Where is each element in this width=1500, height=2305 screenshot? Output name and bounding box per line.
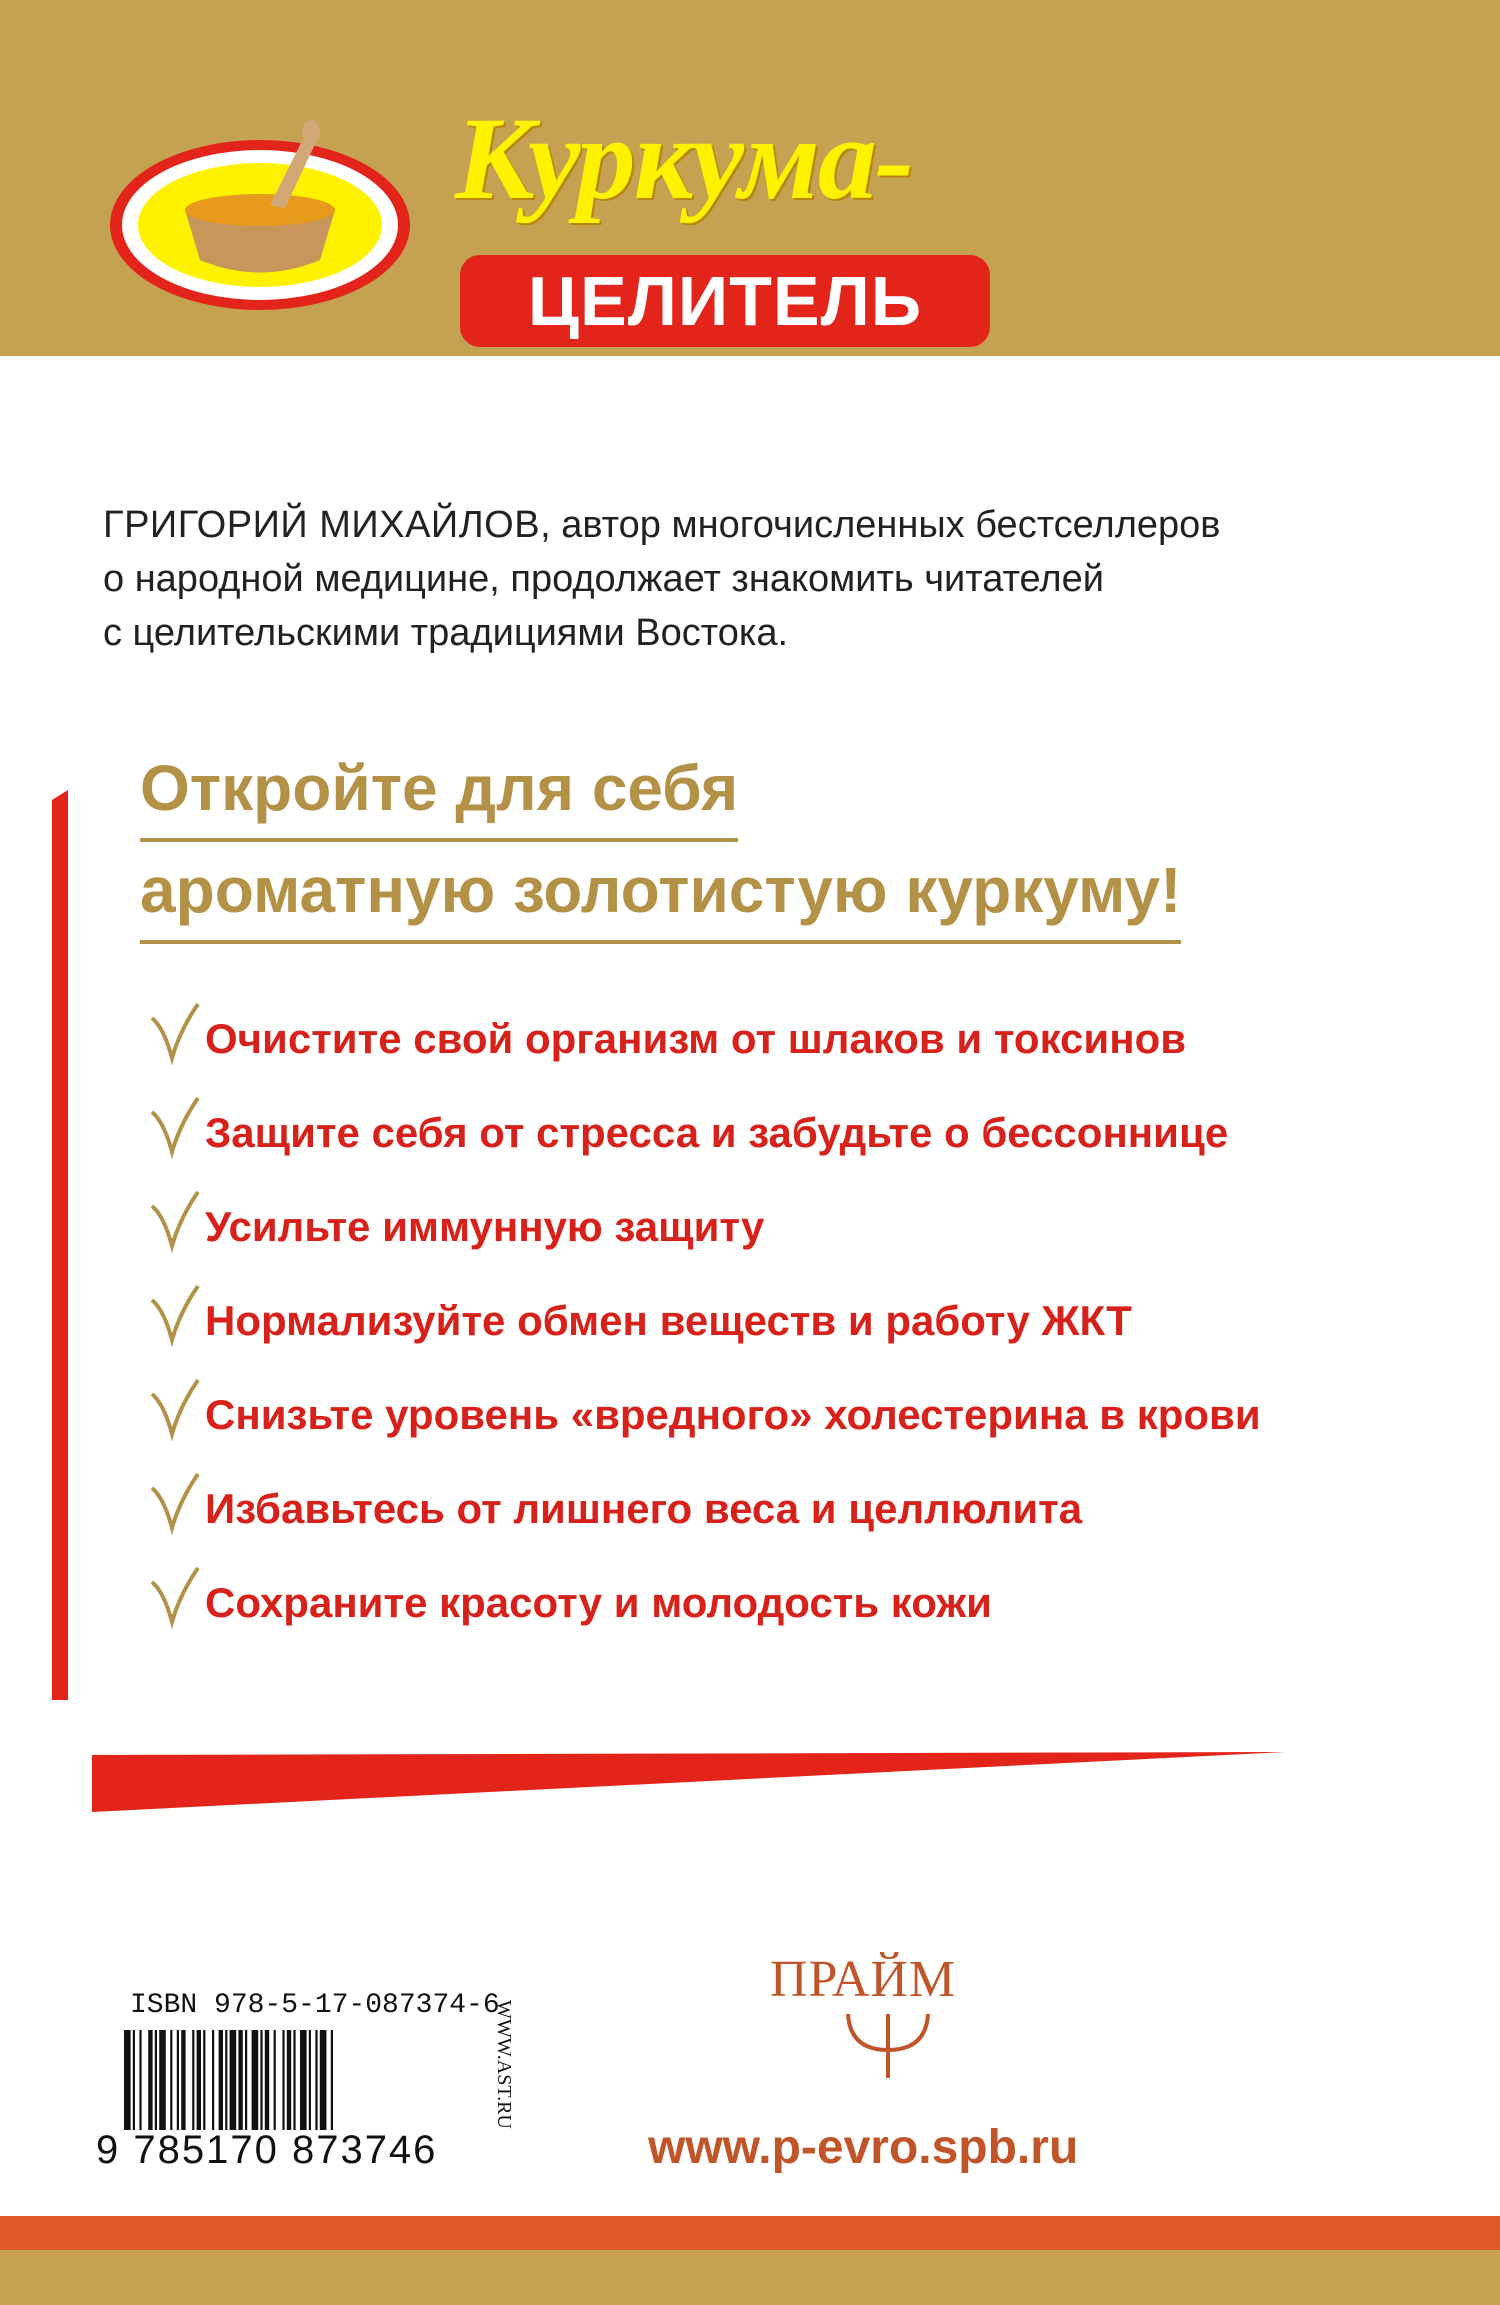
barcode-bar xyxy=(124,2030,131,2130)
intro-line-1: , автор многочисленных бестселлеров xyxy=(540,504,1221,546)
barcode-bar xyxy=(139,2030,141,2130)
publisher-logo-text: ПРАЙМ xyxy=(770,1951,957,2008)
promo-heading-line-2: ароматную золотистую куркуму! xyxy=(140,842,1181,944)
barcode-bar xyxy=(177,2030,179,2130)
list-item-text: Снизьте уровень «вредного» холестерина в крови xyxy=(205,1391,1261,1438)
book-title: Куркума- xyxy=(455,93,913,224)
author-name: ГРИГОРИЙ МИХАЙЛОВ xyxy=(103,504,541,546)
barcode-bar xyxy=(212,2030,214,2130)
barcode-bar xyxy=(230,2030,237,2130)
barcode-bar xyxy=(203,2030,205,2130)
psi-icon xyxy=(828,2010,948,2080)
isbn-label: ISBN 978-5-17-087374-6 xyxy=(130,1990,500,2021)
barcode-bar xyxy=(181,2030,185,2130)
barcode-bar xyxy=(238,2030,242,2130)
list-item-text: Очистите свой организм от шлаков и токсинов xyxy=(205,1015,1187,1062)
barcode-bar xyxy=(309,2030,311,2130)
publisher-website-link[interactable]: www.p-evro.spb.ru xyxy=(648,2121,1079,2174)
list-item-text: Избавьтесь от лишнего веса и целлюлита xyxy=(205,1485,1083,1532)
barcode-bar xyxy=(300,2030,307,2130)
barcode-bar xyxy=(170,2030,172,2130)
barcode-bar xyxy=(331,2030,333,2130)
barcode-bar xyxy=(260,2030,262,2130)
barcode-bar xyxy=(274,2030,276,2130)
barcode-bar xyxy=(192,2030,194,2130)
barcode-bar xyxy=(133,2030,135,2130)
barcode-bar xyxy=(265,2030,269,2130)
barcode-bar xyxy=(245,2030,247,2130)
list-item-text: Нормализуйте обмен веществ и работу ЖКТ xyxy=(205,1297,1132,1344)
barcode-bar xyxy=(197,2030,201,2130)
footer-gold-band xyxy=(0,2250,1500,2305)
barcode-bar xyxy=(293,2030,295,2130)
barcode-digits: 9 785170 873746 xyxy=(96,2128,438,2172)
barcode-bar xyxy=(320,2030,327,2130)
book-subtitle: ЦЕЛИТЕЛЬ xyxy=(527,262,923,340)
barcode-bar xyxy=(159,2030,166,2130)
barcode-bar xyxy=(287,2030,291,2130)
ast-url: WWW.AST.RU xyxy=(493,2000,515,2129)
barcode-image xyxy=(122,2030,462,2130)
promo-heading-line-1: Откройте для себя xyxy=(140,740,738,842)
barcode-bar xyxy=(225,2030,227,2130)
footer-orange-band xyxy=(0,2216,1500,2250)
barcode-bar xyxy=(148,2030,152,2130)
barcode-bar xyxy=(252,2030,259,2130)
barcode-bar xyxy=(282,2030,284,2130)
list-item-text: Усильте иммунную защиту xyxy=(205,1203,765,1250)
list-item-text: Защите себя от стресса и забудьте о бессоннице xyxy=(205,1109,1229,1156)
barcode-bar xyxy=(315,2030,317,2130)
intro-line-3: с целительскими традициями Востока. xyxy=(103,612,789,654)
barcode-bar xyxy=(219,2030,223,2130)
barcode-bar xyxy=(155,2030,157,2130)
intro-line-2: о народной медицине, продолжает знакомить читателей xyxy=(103,558,1104,600)
list-item-text: Сохраните красоту и молодость кожи xyxy=(205,1579,992,1626)
